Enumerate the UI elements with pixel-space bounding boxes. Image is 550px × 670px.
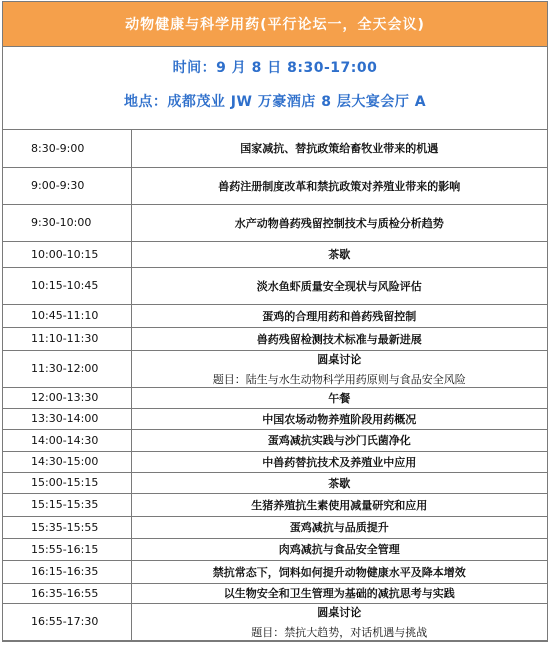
- schedule-row: [3, 304, 547, 327]
- schedule-row: [3, 583, 547, 603]
- page-title: 动物健康与科学用药(平行论坛一，全天会议): [3, 2, 547, 47]
- schedule-row: [3, 241, 547, 267]
- schedule-topic: 水产动物兽药残留控制技术与质检分析趋势: [234, 216, 444, 230]
- schedule-topic: 以生物安全和卫生管理为基础的减抗思考与实践: [223, 587, 455, 600]
- schedule-time: 13:30-14:00: [3, 408, 131, 429]
- schedule-row: [3, 408, 547, 429]
- schedule-time: 9:00-9:30: [3, 167, 131, 204]
- schedule-row: [3, 516, 547, 538]
- schedule-topic: 茶歇: [328, 248, 351, 261]
- schedule-row: [3, 493, 547, 516]
- schedule-topic: 国家减抗、替抗政策给畜牧业带来的机遇: [240, 142, 439, 156]
- schedule-topic: 午餐: [328, 391, 351, 405]
- schedule-topic-cell: [131, 350, 547, 387]
- event-place: 地点：成都茂业 JW 万豪酒店 8 层大宴会厅 A: [123, 94, 427, 110]
- schedule-row: [3, 350, 547, 387]
- schedule-time: 15:00-15:15: [3, 472, 131, 493]
- schedule-topic: 兽药注册制度改革和禁抗政策对养殖业带来的影响: [218, 179, 461, 193]
- schedule-time: 16:55-17:30: [3, 603, 131, 640]
- schedule-topic-cell: [131, 267, 547, 304]
- schedule-time: 16:35-16:55: [3, 583, 131, 603]
- schedule-topic-cell: [131, 130, 547, 167]
- schedule-topic-cell: [131, 304, 547, 327]
- schedule-time: 14:30-15:00: [3, 451, 131, 472]
- schedule-row: [3, 267, 547, 304]
- schedule-topic-cell: [131, 167, 547, 204]
- schedule-topic: 中国农场动物养殖阶段用药概况: [262, 412, 417, 426]
- schedule-time: 15:35-15:55: [3, 516, 131, 538]
- schedule-time: 14:00-14:30: [3, 429, 131, 451]
- schedule-topic-cell: [131, 327, 547, 350]
- schedule-topic: 禁抗常态下，饲料如何提升动物健康水平及降本增效: [212, 565, 466, 579]
- schedule-topic-cell: [131, 241, 547, 267]
- schedule-topic: 蛋鸡减抗实践与沙门氏菌净化: [267, 434, 411, 447]
- schedule-row: [3, 204, 547, 241]
- schedule-topic: 蛋鸡的合理用药和兽药残留控制: [262, 309, 417, 323]
- schedule-topic-cell: [131, 451, 547, 472]
- schedule-row: [3, 327, 547, 350]
- schedule-topic-cell: [131, 408, 547, 429]
- schedule-time: 16:15-16:35: [3, 560, 131, 583]
- schedule-row: [3, 472, 547, 493]
- schedule-time: 10:15-10:45: [3, 267, 131, 304]
- schedule-topic-cell: [131, 583, 547, 603]
- event-time: 时间：9 月 8 日 8:30-17:00: [172, 60, 378, 76]
- schedule-topic: 肉鸡减抗与食品安全管理: [278, 543, 400, 556]
- schedule-row: [3, 387, 547, 408]
- schedule-time: 8:30-9:00: [3, 130, 131, 167]
- schedule-table: [3, 130, 547, 641]
- schedule-row: [3, 429, 547, 451]
- schedule-topic: 淡水鱼虾质量安全现状与风险评估: [256, 279, 422, 293]
- schedule-topic: 圆桌讨论: [317, 352, 362, 366]
- schedule-time: 15:55-16:15: [3, 538, 131, 560]
- schedule-topic: 兽药残留检测技术标准与最新进展: [256, 332, 422, 346]
- schedule-time: 12:00-13:30: [3, 387, 131, 408]
- schedule-topic-cell: [131, 387, 547, 408]
- schedule-subtopic: 题目：禁抗大趋势，对话机遇与挑战: [251, 625, 428, 639]
- schedule-topic-cell: [131, 560, 547, 583]
- schedule-topic-cell: [131, 472, 547, 493]
- schedule-row: [3, 538, 547, 560]
- schedule-row: [3, 603, 547, 640]
- schedule-topic: 生猪养殖抗生素使用减量研究和应用: [251, 498, 428, 512]
- schedule-topic-cell: [131, 516, 547, 538]
- schedule-time: 9:30-10:00: [3, 204, 131, 241]
- schedule-time: 10:45-11:10: [3, 304, 131, 327]
- schedule-subtopic: 题目：陆生与水生动物科学用药原则与食品安全风险: [212, 372, 466, 386]
- schedule-topic: 茶歇: [328, 476, 351, 490]
- schedule-topic-cell: [131, 493, 547, 516]
- schedule-topic: 中兽药替抗技术及养殖业中应用: [262, 455, 417, 469]
- schedule-row: [3, 130, 547, 167]
- schedule-topic-cell: [131, 538, 547, 560]
- schedule-topic: 圆桌讨论: [317, 605, 362, 619]
- schedule-time: 10:00-10:15: [3, 241, 131, 267]
- schedule-time: 11:10-11:30: [3, 327, 131, 350]
- schedule-time: 11:30-12:00: [3, 350, 131, 387]
- schedule-row: [3, 167, 547, 204]
- schedule-time: 15:15-15:35: [3, 493, 131, 516]
- schedule-topic-cell: [131, 204, 547, 241]
- schedule-topic-cell: [131, 429, 547, 451]
- schedule-row: [3, 451, 547, 472]
- event-info: [3, 47, 547, 130]
- schedule-topic-cell: [131, 603, 547, 640]
- agenda-document: [2, 1, 548, 642]
- schedule-row: [3, 560, 547, 583]
- schedule-topic: 蛋鸡减抗与品质提升: [289, 521, 389, 534]
